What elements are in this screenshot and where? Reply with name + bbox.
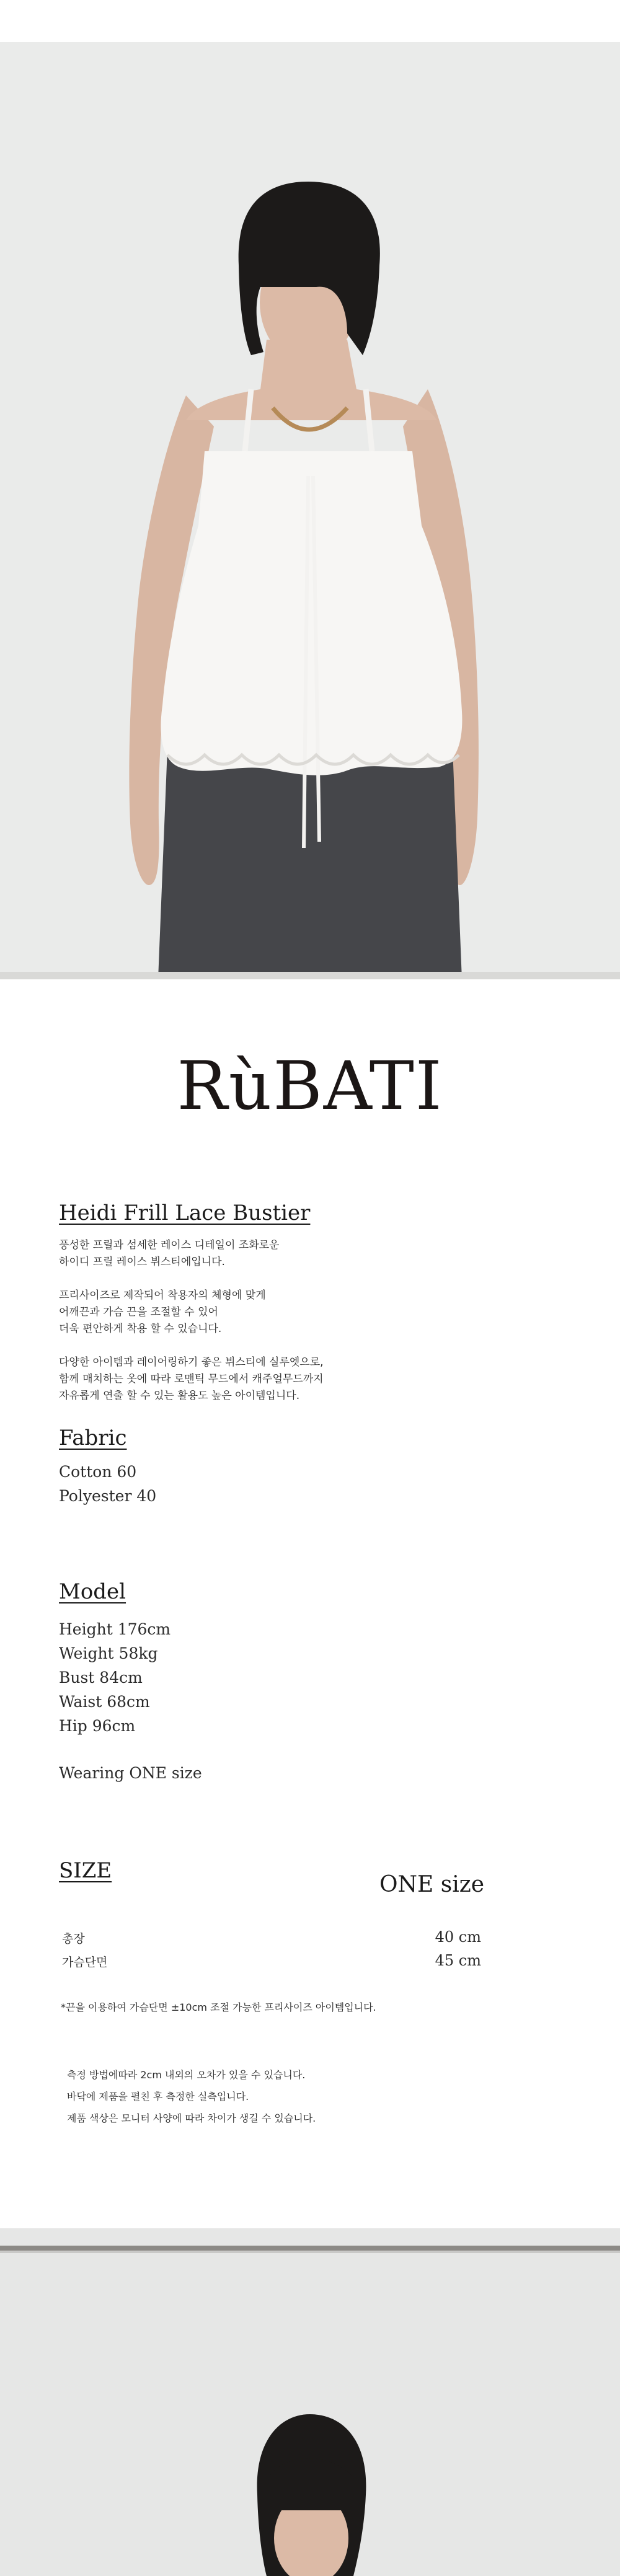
size-heading: SIZE [59, 1858, 112, 1883]
model-wearing-size: Wearing ONE size [59, 1764, 202, 1782]
fabric-line: Cotton 60 [59, 1463, 137, 1481]
model-line: Weight 58kg [59, 1644, 158, 1662]
note-line: 제품 색상은 모니터 사양에 따라 차이가 생길 수 있습니다. [67, 2112, 316, 2124]
fabric-heading: Fabric [59, 1426, 127, 1450]
description-paragraph-2 [59, 1287, 324, 1338]
product-description [59, 1237, 324, 1405]
size-row-chest [62, 1953, 481, 1977]
description-line: 프리사이즈로 제작되어 착용자의 체형에 맞게 [59, 1289, 266, 1302]
size-column-header: ONE size [379, 1872, 484, 1897]
size-row-label: 가슴단면 [62, 1956, 108, 1969]
model-line: Bust 84cm [59, 1669, 143, 1687]
fabric-line: Polyester 40 [59, 1487, 157, 1505]
model-measurements [59, 1617, 170, 1738]
product-photo-bottom [0, 2228, 620, 2576]
description-line: 풍성한 프릴과 섬세한 레이스 디테일이 조화로운 [59, 1239, 280, 1251]
model-line: Waist 68cm [59, 1693, 150, 1711]
description-line: 함께 매치하는 옷에 따라 로맨틱 무드에서 캐주얼무드까지 [59, 1373, 324, 1385]
fabric-composition [59, 1460, 156, 1508]
description-line: 어깨끈과 가슴 끈을 조절할 수 있어 [59, 1306, 218, 1318]
description-paragraph-3 [59, 1354, 324, 1405]
product-photo-top [0, 42, 620, 979]
size-row-value: 40 cm [435, 1928, 481, 1946]
measurement-notes [67, 2064, 316, 2129]
description-line: 더욱 편안하게 착용 할 수 있습니다. [59, 1323, 222, 1335]
size-row-label: 총장 [62, 1932, 85, 1946]
description-line: 자유롭게 연출 할 수 있는 활용도 높은 아이템입니다. [59, 1390, 300, 1402]
note-line: 바닥에 제품을 펼친 후 측정한 실측입니다. [67, 2091, 249, 2102]
product-title: Heidi Frill Lace Bustier [59, 1201, 311, 1225]
description-line: 하이디 프릴 레이스 뷔스티에입니다. [59, 1256, 225, 1268]
size-row-length [62, 1930, 481, 1953]
note-line: 측정 방법에따라 2cm 내외의 오차가 있을 수 있습니다. [67, 2069, 306, 2081]
description-paragraph-1 [59, 1237, 324, 1271]
brand-logo: RùBATI [177, 1048, 443, 1125]
description-line: 다양한 아이템과 레이어링하기 좋은 뷔스티에 실루엣으로, [59, 1356, 324, 1369]
model-heading: Model [59, 1579, 126, 1604]
model-line: Height 176cm [59, 1620, 171, 1638]
size-row-value: 45 cm [435, 1952, 481, 1969]
size-footnote: *끈을 이용하여 가슴단면 ±10cm 조절 가능한 프리사이즈 아이템입니다. [61, 2001, 376, 2013]
model-line: Hip 96cm [59, 1717, 136, 1735]
